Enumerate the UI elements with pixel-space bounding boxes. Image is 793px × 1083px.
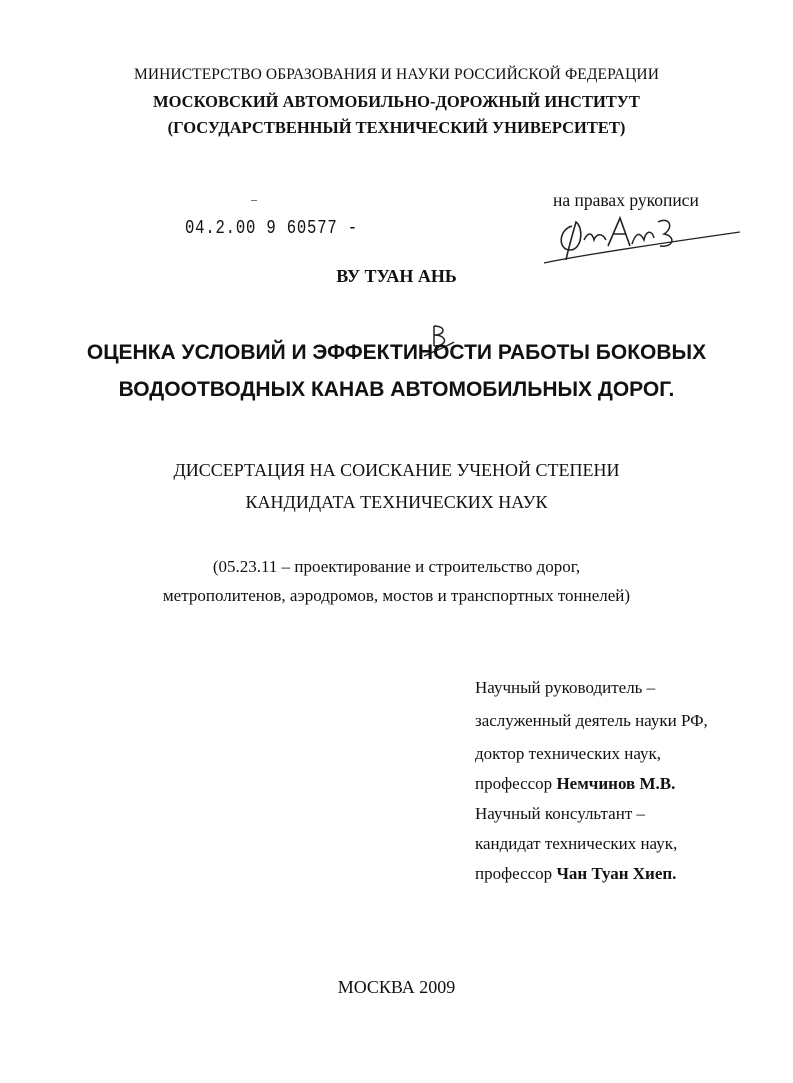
registration-stamp-code: 04.2.00 9 60577 -	[185, 217, 358, 239]
dissertation-title-line-1: ОЦЕНКА УСЛОВИЙ И ЭФФЕКТИНОСТИ РАБОТЫ БОКОВЫХ	[86, 341, 707, 364]
consultant-role: Научный консультант –	[475, 804, 645, 823]
consultant-title: профессор	[475, 864, 553, 883]
consultant-name: Чан Туан Хиеп.	[556, 864, 677, 883]
supervisor-role: Научный руководитель –	[475, 678, 656, 697]
consultant-line	[475, 864, 676, 884]
dissertation-title-line-2: ВОДООТВОДНЫХ КАНАВ АВТОМОБИЛЬНЫХ ДОРОГ.	[118, 378, 675, 401]
ministry-name: МИНИСТЕРСТВО ОБРАЗОВАНИЯ И НАУКИ РОССИЙСКОЙ ФЕДЕРАЦИИ	[133, 66, 660, 83]
specialty-line-2: метрополитенов, аэродромов, мостов и транспортных тоннелей)	[162, 586, 631, 605]
supervisor-name: Немчинов М.В.	[556, 774, 676, 793]
specialty-line-1: (05.23.11 – проектирование и строительство дорог,	[212, 557, 581, 576]
handwritten-signature-icon	[536, 210, 742, 270]
stamp-mark	[251, 200, 257, 201]
supervisor-honor: заслуженный деятель науки РФ,	[475, 711, 708, 730]
author-name: ВУ ТУАН АНЬ	[336, 266, 457, 286]
university-name: (ГОСУДАРСТВЕННЫЙ ТЕХНИЧЕСКИЙ УНИВЕРСИТЕТ)	[167, 118, 626, 137]
supervisor-degree: доктор технических наук,	[475, 744, 662, 763]
degree-line-1: ДИССЕРТАЦИЯ НА СОИСКАНИЕ УЧЕНОЙ СТЕПЕНИ	[173, 460, 620, 480]
institute-name: МОСКОВСКИЙ АВТОМОБИЛЬНО-ДОРОЖНЫЙ ИНСТИТУТ	[153, 92, 640, 111]
manuscript-note: на правах рукописи	[553, 190, 699, 210]
city-year: МОСКВА 2009	[337, 977, 456, 997]
supervisor-line	[475, 774, 675, 794]
consultant-degree: кандидат технических наук,	[475, 834, 678, 853]
degree-line-2: КАНДИДАТА ТЕХНИЧЕСКИХ НАУК	[245, 492, 548, 512]
supervisor-title: профессор	[475, 774, 553, 793]
